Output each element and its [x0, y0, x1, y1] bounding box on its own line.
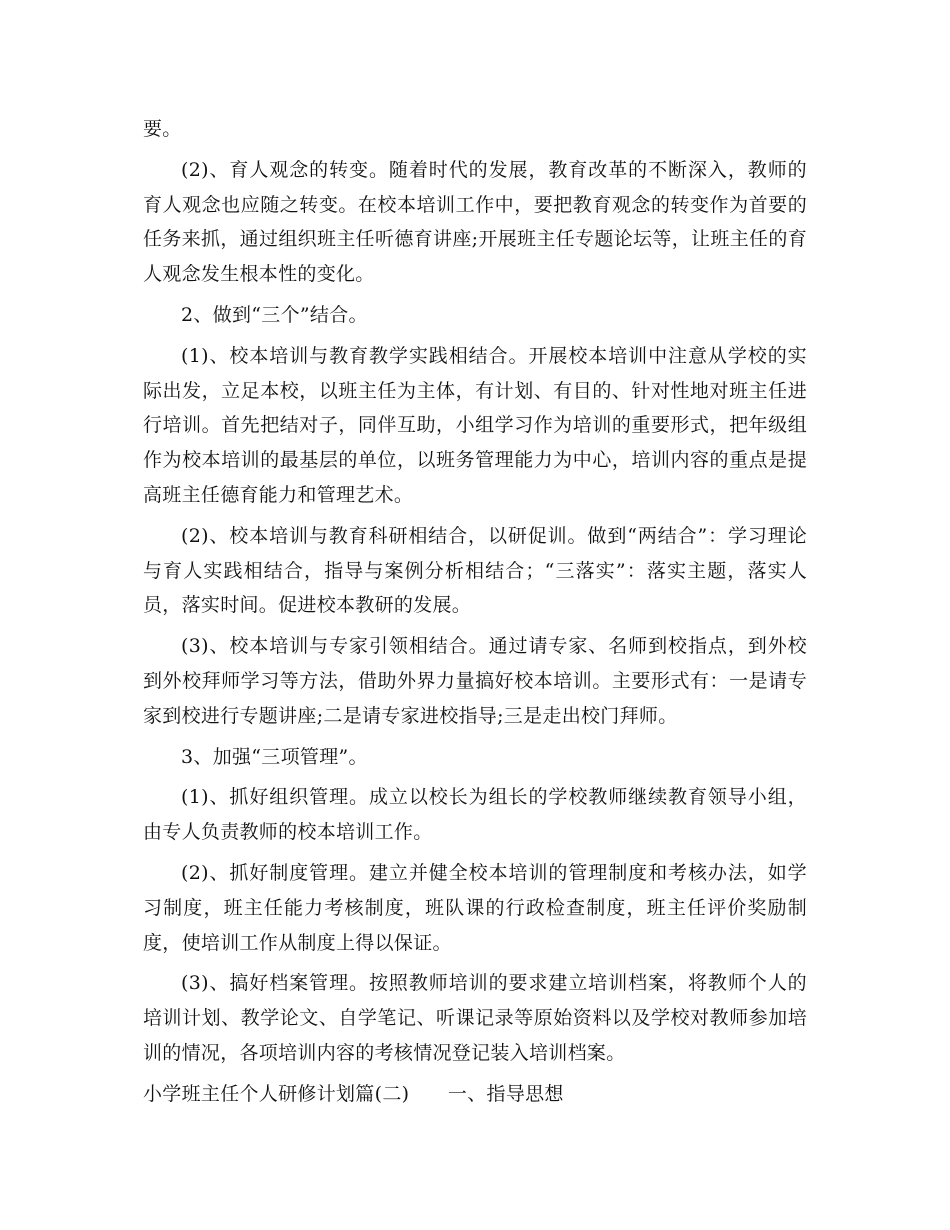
document-body: [143, 112, 807, 1118]
section-heading-three-combinations: 2、做到“三个”结合。: [181, 303, 368, 326]
paragraph-research-combination: (2)、校本培训与教育科研相结合，以研促训。做到“两结合”：学习理论与育人实践相结合，指导与案例分析相结合；“三落实”：落实主题，落实人员，落实时间。促进校本教研的发展。: [143, 524, 807, 617]
paragraph-expert-combination: (3)、校本培训与专家引领相结合。通过请专家、名师到校指点，到外校到外校拜师学习等方法，借助外界力量搞好校本培训。主要形式有：一是请专家到校进行专题讲座;二是请专家进校指导;三是走出校门拜师。: [143, 635, 807, 727]
next-section-heading: 小学班主任个人研修计划篇(二) 一、指导思想: [143, 1082, 564, 1105]
paragraph-archive-management: (3)、搞好档案管理。按照教师培训的要求建立培训档案，将教师个人的培训计划、教学论文、自学笔记、听课记录等原始资料以及学校对教师参加培训的情况，各项培训内容的考核情况登记装入培训档案。: [143, 972, 807, 1064]
paragraph-continuation: 要。: [143, 118, 182, 140]
paragraph-system-management: (2)、抓好制度管理。建立并健全校本培训的管理制度和考核办法，如学习制度，班主任能力考核制度，班队课的行政检查制度，班主任评价奖励制度，使培训工作从制度上得以保证。: [143, 861, 807, 954]
paragraph-education-concept: (2)、育人观念的转变。随着时代的发展，教育改革的不断深入，教师的育人观念也应随之转变。在校本培训工作中，要把教育观念的转变作为首要的任务来抓，通过组织班主任听德育讲座;开展班主任专题论坛等，让班主任的育人观念发生根本性的变化。: [143, 158, 807, 286]
section-heading-three-managements: 3、加强“三项管理”。: [181, 745, 368, 768]
paragraph-practice-combination: (1)、校本培训与教育教学实践相结合。开展校本培训中注意从学校的实际出发，立足本校，以班主任为主体，有计划、有目的、针对性地对班主任进行培训。首先把结对子，同伴互助，小组学习作为培训的重要形式，把年级组作为校本培训的最基层的单位，以班务管理能力为中心，培训内容的重点是提高班主任德育能力和管理艺术。: [143, 344, 807, 506]
paragraph-organization-management: (1)、抓好组织管理。成立以校长为组长的学校教师继续教育领导小组，由专人负责教师的校本培训工作。: [143, 786, 807, 844]
